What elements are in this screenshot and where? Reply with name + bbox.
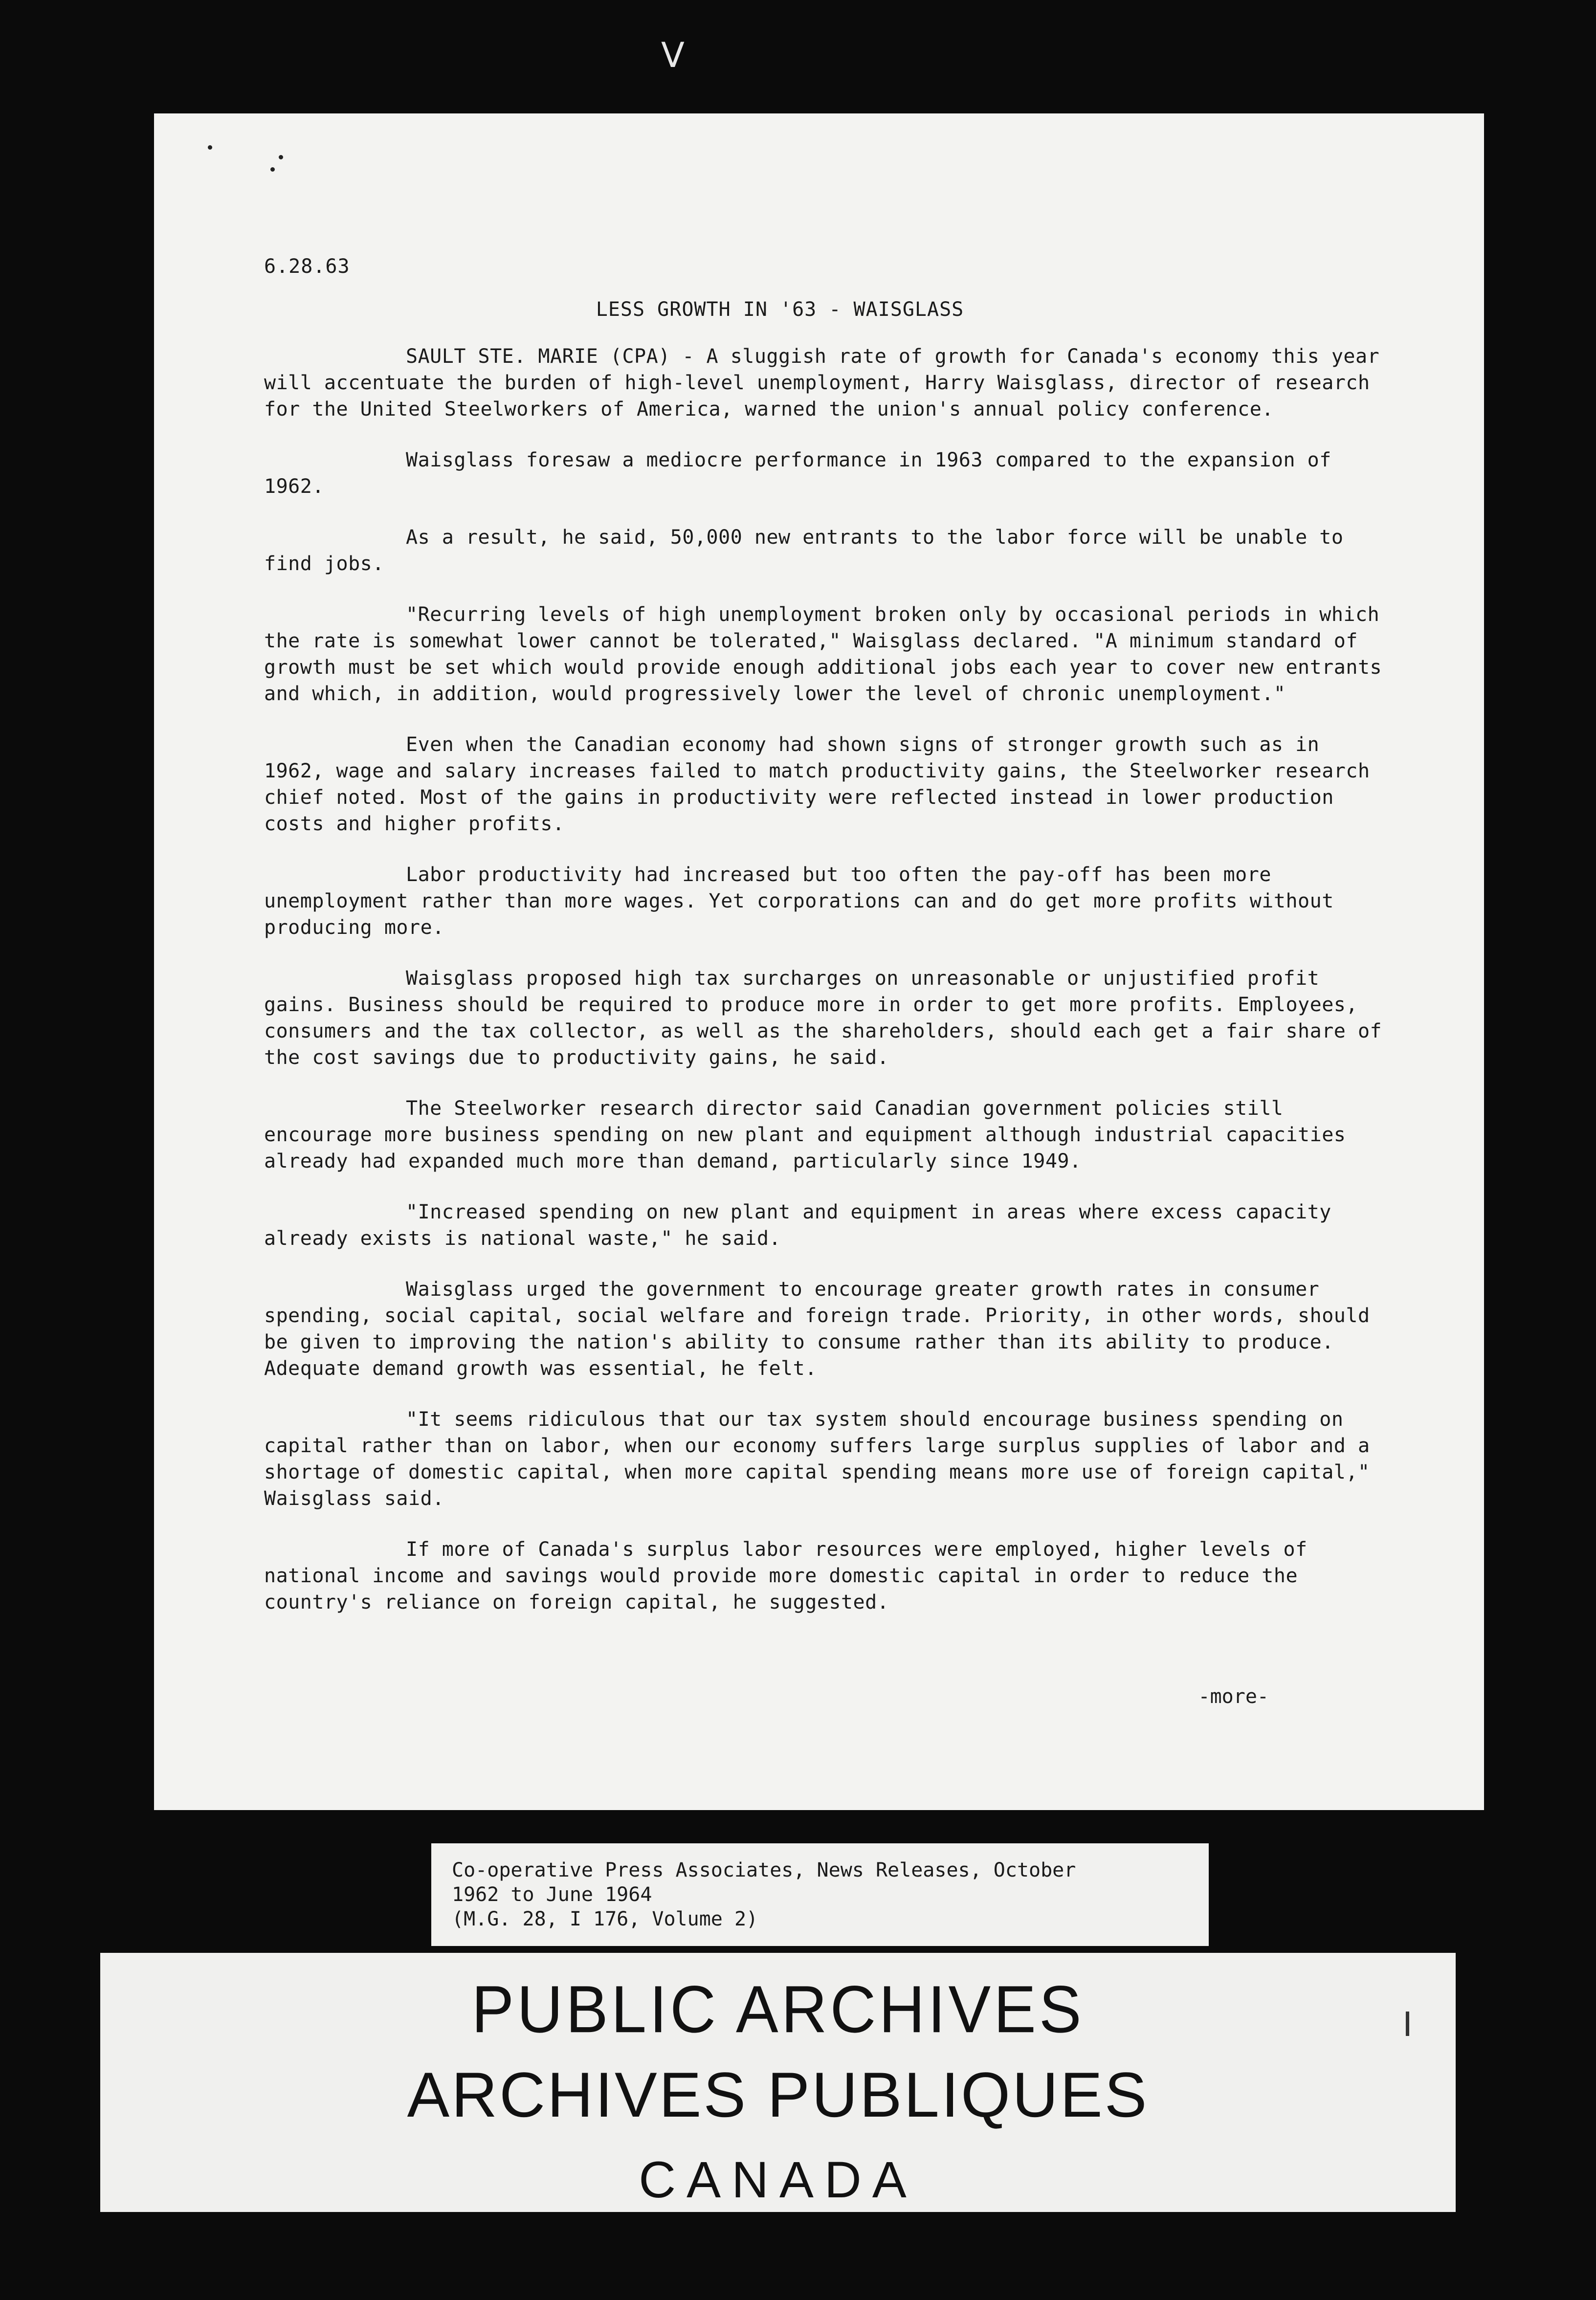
stamp-title-french: ARCHIVES PUBLIQUES bbox=[407, 2059, 1149, 2130]
paper-speck bbox=[208, 145, 212, 150]
citation-line: Co-operative Press Associates, News Releases, October bbox=[452, 1859, 1076, 1881]
paragraph: Even when the Canadian economy had shown signs of stronger growth such as in 1962, wage and salary increases failed to match productivity gains, the Steelworker research chief noted. Most of the gains in productivity were reflected instead in lower production costs and higher profits. bbox=[264, 733, 1370, 835]
article-body bbox=[264, 343, 1389, 1640]
paragraph: Waisglass foresaw a mediocre performance in 1963 compared to the expansion of 1962. bbox=[264, 449, 1331, 498]
paragraph: As a result, he said, 50,000 new entrants to the labor force will be unable to find jobs. bbox=[264, 526, 1344, 575]
handwritten-check-mark: V bbox=[661, 35, 685, 75]
paragraph: "It seems ridiculous that our tax system should encourage business spending on capital rather than on labor, when our economy suffers large surplus supplies of labor and a shortage of domestic capital, when more capital spending means more use of foreign capital," Waisglass said. bbox=[264, 1408, 1370, 1510]
citation-line: 1962 to June 1964 bbox=[452, 1883, 652, 1906]
paragraph: If more of Canada's surplus labor resources were employed, higher levels of national income and savings would provide more domestic capital in order to reduce the country's reliance on foreign capital, he suggested. bbox=[264, 1538, 1308, 1614]
paragraph: Waisglass proposed high tax surcharges on unreasonable or unjustified profit gains. Business should be required to produce more in order to get more profits. Employees, consumers and the tax collector, as well as the shareholders, should each get a fair share of the cost savings due to productivity gains, he said. bbox=[264, 967, 1382, 1069]
release-date: 6.28.63 bbox=[264, 255, 350, 278]
paragraph: Waisglass urged the government to encourage greater growth rates in consumer spending, social capital, social welfare and foreign trade. Priority, in other words, should be given to improving the nation's ability to consume rather than its ability to produce. Adequate demand growth was essential, he felt. bbox=[264, 1278, 1370, 1380]
archives-stamp bbox=[100, 1953, 1456, 2212]
stamp-title-english: PUBLIC ARCHIVES bbox=[471, 1971, 1085, 2047]
stamp-mark bbox=[1406, 2012, 1409, 2036]
stamp-country: CANADA bbox=[639, 2151, 917, 2209]
headline: LESS GROWTH IN '63 - WAISGLASS bbox=[596, 298, 964, 321]
news-release-page bbox=[154, 113, 1484, 1810]
paper-speck bbox=[279, 155, 283, 159]
paragraph: "Increased spending on new plant and equipment in areas where excess capacity already exists is national waste," he said. bbox=[264, 1201, 1331, 1250]
paragraph: SAULT STE. MARIE (CPA) - A sluggish rate of growth for Canada's economy this year will accentuate the burden of high-level unemployment, Harry Waisglass, director of research for the United Steelworkers of America, warned the union's annual policy conference. bbox=[264, 345, 1380, 420]
paragraph: The Steelworker research director said Canadian government policies still encourage more business spending on new plant and equipment although industrial capacities already had expanded much more than demand, particularly since 1949. bbox=[264, 1097, 1346, 1172]
archive-citation-label bbox=[431, 1843, 1209, 1946]
citation-line: (M.G. 28, I 176, Volume 2) bbox=[452, 1908, 758, 1930]
paragraph: Labor productivity had increased but too often the pay-off has been more unemployment rather than more wages. Yet corporations can and do get more profits without producing more. bbox=[264, 863, 1334, 939]
continuation-marker: -more- bbox=[1198, 1685, 1269, 1708]
paper-speck bbox=[270, 167, 275, 172]
paragraph: "Recurring levels of high unemployment broken only by occasional periods in which the rate is somewhat lower cannot be tolerated," Waisglass declared. "A minimum standard of growth must be set which would provide enough additional jobs each year to cover new entrants and which, in addition, would progressively lower the level of chronic unemployment." bbox=[264, 603, 1382, 705]
